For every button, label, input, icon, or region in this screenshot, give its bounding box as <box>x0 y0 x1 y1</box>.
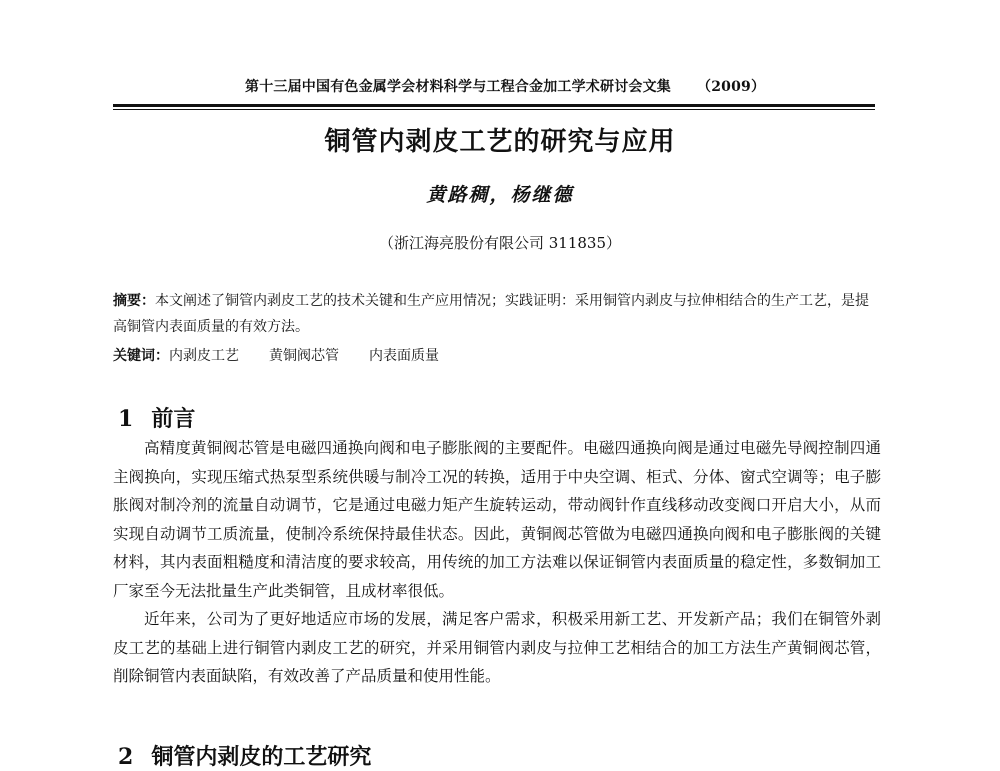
affiliation: （浙江海亮股份有限公司 311835） <box>378 234 622 252</box>
header-rule-thick <box>113 104 875 107</box>
abstract-text: 本文阐述了铜管内剥皮工艺的技术关键和生产应用情况；实践证明：采用铜管内剥皮与拉伸相结合的生产工艺，是提高铜管内表面质量的有效方法。 <box>113 293 869 335</box>
running-header-title: 第十三届中国有色金属学会材料科学与工程合金加工学术研讨会文集 <box>245 79 671 95</box>
abstract-label: 摘要： <box>113 293 155 309</box>
paper-title: 铜管内剥皮工艺的研究与应用 <box>324 127 676 157</box>
keyword-item: 黄铜阀芯管 <box>269 348 339 364</box>
section-title: 铜管内剥皮的工艺研究 <box>151 744 372 770</box>
section-title: 前言 <box>151 406 196 432</box>
keywords-label: 关键词： <box>113 348 169 364</box>
header-rule-thin <box>113 109 875 110</box>
paragraph: 近年来，公司为了更好地适应市场的发展，满足客户需求，积极采用新工艺、开发新产品；我们在铜管外剥皮工艺的基础上进行铜管内剥皮工艺的研究，并采用铜管内剥皮与拉伸工艺相结合的加工方法生产黄铜阀芯管，削除铜管内表面缺陷，有效改善了产品质量和使用性能。 <box>113 610 881 685</box>
keyword-item: 内表面质量 <box>369 348 439 364</box>
keyword-item: 内剥皮工艺 <box>169 348 239 364</box>
running-header-year: （2009） <box>697 79 766 95</box>
running-header <box>245 76 805 98</box>
section-heading-1 <box>118 402 195 433</box>
section-1-body <box>113 434 881 691</box>
abstract <box>113 288 881 340</box>
keywords <box>113 344 881 368</box>
authors: 黄路稠，杨继德 <box>426 184 574 206</box>
section-number: 1 <box>118 406 134 432</box>
section-number: 2 <box>118 744 134 770</box>
section-heading-2 <box>118 740 371 771</box>
paragraph: 高精度黄铜阀芯管是电磁四通换向阀和电子膨胀阀的主要配件。电磁四通换向阀是通过电磁先导阀控制四通主阀换向，实现压缩式热泵型系统供暖与制冷工况的转换，适用于中央空调、柜式、分体、窗式空调等；电子膨胀阀对制冷剂的流量自动调节，它是通过电磁力矩产生旋转运动，带动阀针作直线移动改变阀口开启大小，从而实现自动调节工质流量，使制冷系统保持最佳状态。因此，黄铜阀芯管做为电磁四通换向阀和电子膨胀阀的关键材料，其内表面粗糙度和清洁度的要求较高，用传统的加工方法难以保证铜管内表面质量的稳定性，多数铜加工厂家至今无法批量生产此类铜管，且成材率很低。 <box>113 439 881 600</box>
